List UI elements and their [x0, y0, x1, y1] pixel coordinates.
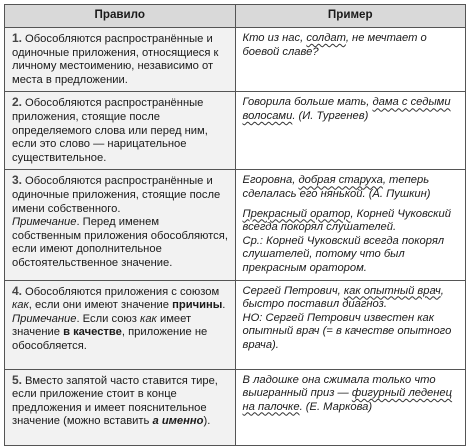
example-text: . (И. Тургенев) — [292, 109, 369, 122]
example-text: В ладошке она сжимала только что выигранный приз — — [242, 373, 436, 400]
rule-note: . Если союз — [76, 312, 141, 325]
rule-number: 2. — [12, 95, 23, 110]
rule-cell — [5, 92, 236, 170]
example-appositive: добрая старуха — [298, 174, 383, 187]
rule-text: Обособляются приложения с союзом — [25, 285, 220, 298]
rule-note-label: Примечание — [12, 312, 77, 325]
rule-text: Обособляются распространённые и одиночные приложения, стоящие после имени собственного. — [12, 175, 221, 215]
example-text: Говорила больше мать, — [242, 96, 373, 109]
rule-text: . — [222, 299, 226, 312]
example-appositive: солдат — [306, 32, 346, 44]
example-compare: Ср.: Корней Чуковский всегда покорял слушателей, потому что был прекрасным оратором. — [242, 234, 445, 274]
table-row — [5, 369, 466, 445]
example-appositive: фигурный леденец на палочке — [242, 387, 453, 413]
rule-text: Обособляются распространённые приложения, стоящие после определяемого слова или перед ним, если это слово — нарицательное существительное. — [12, 97, 208, 164]
header-rule: Правило — [5, 5, 236, 28]
rule-cell — [5, 280, 236, 369]
example-cell — [235, 92, 466, 170]
rule-text: Вместо запятой часто ставится тире, если приложение стоит в конце предложения и имеет пояснительное значение (можно вставить — [12, 374, 218, 428]
table-row — [5, 280, 466, 369]
example-text: , теперь сделалась его нянькой. (А. Пушкин) — [242, 174, 431, 200]
rule-note: . Перед именем собственным приложения обособляются, если имеют дополнительное обстоятельственное значение. — [12, 216, 228, 269]
example-text: . (Е. Маркова) — [299, 400, 373, 413]
example-appositive: дама с седыми волосами — [242, 96, 451, 122]
rule-text: ). — [203, 415, 211, 428]
header-example: Пример — [235, 5, 466, 28]
rule-conjunction: как — [140, 312, 157, 325]
rule-emphasis: а именно — [152, 415, 204, 428]
example-text: , Корней Чуковский всегда покорял слушателей. — [242, 207, 451, 234]
example-cell — [235, 369, 466, 445]
rule-text: , если они имеют значение — [28, 299, 173, 312]
table-header-row — [5, 5, 466, 28]
rule-number: 3. — [12, 173, 23, 188]
rule-emphasis: причины — [172, 299, 223, 312]
table-row — [5, 92, 466, 170]
rule-note: имеет значение — [12, 312, 192, 339]
example-text: , быстро поставил диагноз. — [242, 284, 444, 311]
example-text: Егоровна, — [242, 174, 299, 187]
example-text: , не мечтает о боевой славе? — [242, 32, 427, 58]
rule-text: Обособляются распространённые и одиночные приложения, относящиеся к личному местоимению, независимо от места в предложении. — [12, 33, 219, 86]
rule-note: , приложение не обособляется. — [12, 326, 208, 352]
rule-cell — [5, 28, 236, 92]
rule-number: 5. — [12, 372, 23, 387]
table-row — [5, 170, 466, 280]
grammar-rules-table — [4, 4, 466, 446]
rule-number: 1. — [12, 31, 23, 45]
example-contrast: НО: Сергей Петрович известен как опытный врач (= в качестве опытного врача). — [242, 311, 452, 351]
example-cell — [235, 280, 466, 369]
example-appositive: Прекрасный оратор — [242, 207, 351, 220]
rule-emphasis: в качестве — [63, 326, 122, 339]
table-row — [5, 28, 466, 92]
rule-number: 4. — [12, 283, 23, 298]
rule-cell — [5, 170, 236, 280]
example-cell — [235, 170, 466, 280]
rule-cell — [5, 369, 236, 445]
rule-note-label: Примечание — [12, 216, 77, 229]
example-text: Сергей Петрович, — [242, 284, 344, 297]
example-cell — [235, 28, 466, 92]
rule-conjunction: как — [12, 299, 29, 312]
example-text: Кто из нас, — [242, 32, 307, 44]
example-appositive: как опытный врач — [343, 284, 441, 297]
